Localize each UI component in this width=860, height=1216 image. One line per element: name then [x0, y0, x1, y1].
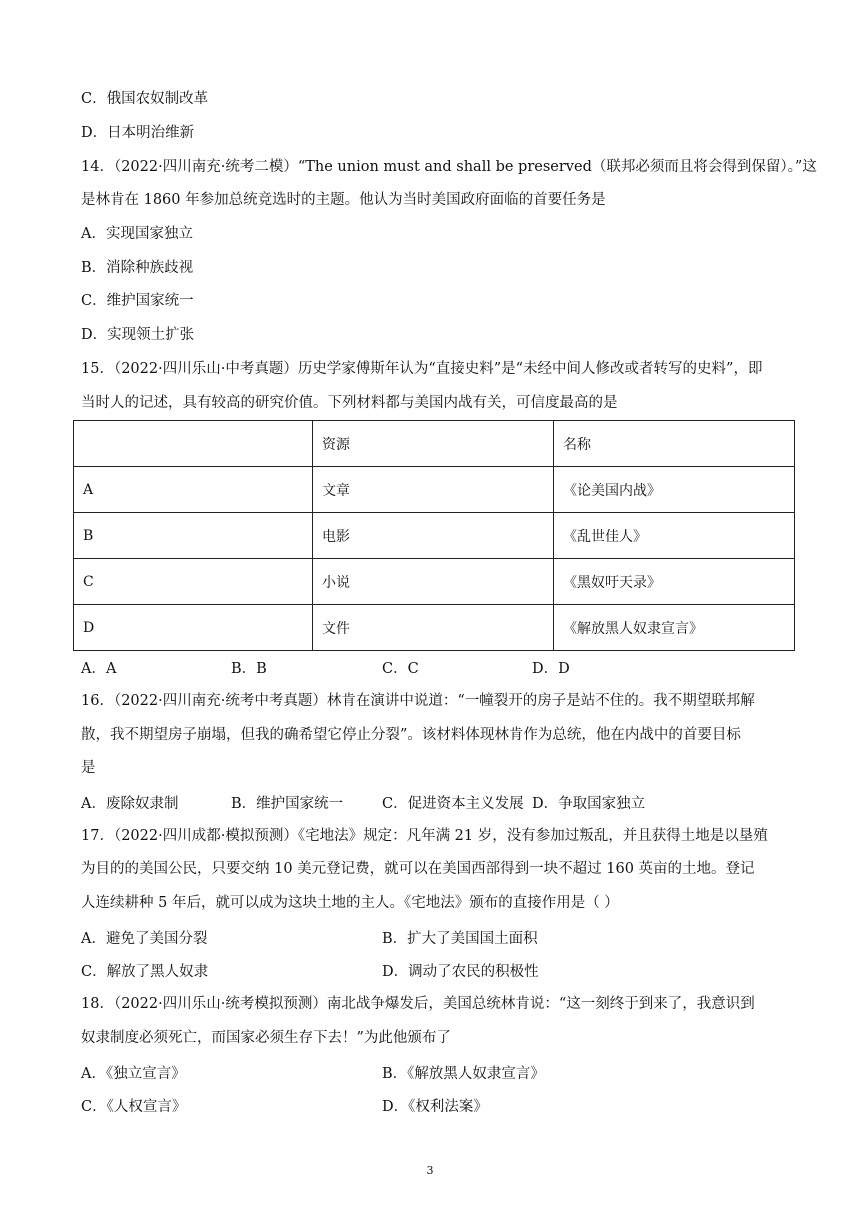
q16-stem-line-2: 散，我不期望房子崩塌，但我的确希望它停止分裂”。该材料体现林肯作为总统，他在内战中的首要目标: [81, 727, 741, 743]
q18-option-a: A．《独立宣言》: [81, 1066, 186, 1082]
table-header-row: [74, 421, 795, 467]
page-number: 3: [426, 1164, 434, 1177]
table-cell: 文章: [313, 467, 554, 513]
q16-option-a: A．废除奴隶制: [81, 796, 179, 812]
q17-option-d: D．调动了农民的积极性: [382, 964, 539, 980]
table-row: [74, 513, 795, 559]
table-cell: C: [74, 559, 313, 605]
q17-stem-line-2: 为目的的美国公民，只要交纳 10 美元登记费，就可以在美国西部得到一块不超过 160 英亩的土地。登记: [81, 861, 755, 877]
q18-option-d: D．《权利法案》: [382, 1099, 488, 1115]
table-row: [74, 559, 795, 605]
table-cell: 小说: [313, 559, 554, 605]
q18-option-c: C．《人权宣言》: [81, 1099, 187, 1115]
q14-stem-line-1: 14．（2022·四川南充·统考二模）“The union must and shall be preserved（联邦必须而且将会得到保留）。”这: [81, 159, 817, 175]
q16-option-c: C．促进资本主义发展: [382, 796, 524, 812]
q15-option-d: D．D: [532, 661, 570, 677]
q15-option-b: B．B: [231, 661, 267, 677]
table-header-cell: 名称: [554, 421, 795, 467]
q18-option-b: B．《解放黑人奴隶宣言》: [382, 1066, 545, 1082]
q17-option-c: C．解放了黑人奴隶: [81, 964, 209, 980]
q16-stem-line-1: 16．（2022·四川南充·统考中考真题）林肯在演讲中说道：“一幢裂开的房子是站不住的。我不期望联邦解: [81, 693, 755, 709]
q13-option-c: C．俄国农奴制改革: [81, 91, 209, 107]
q14-option-b: B．消除种族歧视: [81, 260, 194, 276]
table-row: [74, 467, 795, 513]
q15-stem-line-1: 15．（2022·四川乐山·中考真题）历史学家傅斯年认为“直接史料”是“未经中间人修改或者转写的史料”，即: [81, 361, 763, 377]
table-cell: 《论美国内战》: [554, 467, 795, 513]
q16-option-b: B．维护国家统一: [231, 796, 344, 812]
table-cell: 电影: [313, 513, 554, 559]
source-table: [73, 420, 795, 651]
q16-option-d: D．争取国家独立: [532, 796, 646, 812]
q17-option-a: A．避免了美国分裂: [81, 931, 208, 947]
table-cell: 《乱世佳人》: [554, 513, 795, 559]
table-row: [74, 605, 795, 651]
q17-stem-line-1: 17．（2022·四川成都·模拟预测）《宅地法》规定：凡年满 21 岁，没有参加过叛乱，并且获得土地是以垦殖: [81, 828, 768, 844]
q17-option-b: B．扩大了美国国土面积: [382, 931, 538, 947]
q13-option-d: D．日本明治维新: [81, 125, 195, 141]
table-cell: D: [74, 605, 313, 651]
table-header-cell: 资源: [313, 421, 554, 467]
q18-stem-line-1: 18．（2022·四川乐山·统考模拟预测）南北战争爆发后，美国总统林肯说：“这一刻终于到来了，我意识到: [81, 996, 755, 1012]
q14-option-c: C．维护国家统一: [81, 293, 194, 309]
q14-option-a: A．实现国家独立: [81, 226, 193, 242]
table-cell: A: [74, 467, 313, 513]
q15-option-a: A．A: [81, 661, 117, 677]
table-cell: 《黑奴吁天录》: [554, 559, 795, 605]
q18-stem-line-2: 奴隶制度必须死亡，而国家必须生存下去！”为此他颁布了: [81, 1030, 451, 1046]
q14-option-d: D．实现领土扩张: [81, 327, 195, 343]
table-cell: 文件: [313, 605, 554, 651]
table-cell: 《解放黑人奴隶宣言》: [554, 605, 795, 651]
table-cell: B: [74, 513, 313, 559]
q15-stem-line-2: 当时人的记述，具有较高的研究价值。下列材料都与美国内战有关，可信度最高的是: [81, 395, 618, 411]
q16-stem-line-3: 是: [81, 760, 96, 776]
q15-option-c: C．C: [382, 661, 419, 677]
table-header-cell: [74, 421, 313, 467]
q14-stem-line-2: 是林肯在 1860 年参加总统竞选时的主题。他认为当时美国政府面临的首要任务是: [81, 192, 606, 208]
q17-stem-line-3: 人连续耕种 5 年后，就可以成为这块土地的主人。《宅地法》颁布的直接作用是（ ）: [81, 895, 619, 911]
